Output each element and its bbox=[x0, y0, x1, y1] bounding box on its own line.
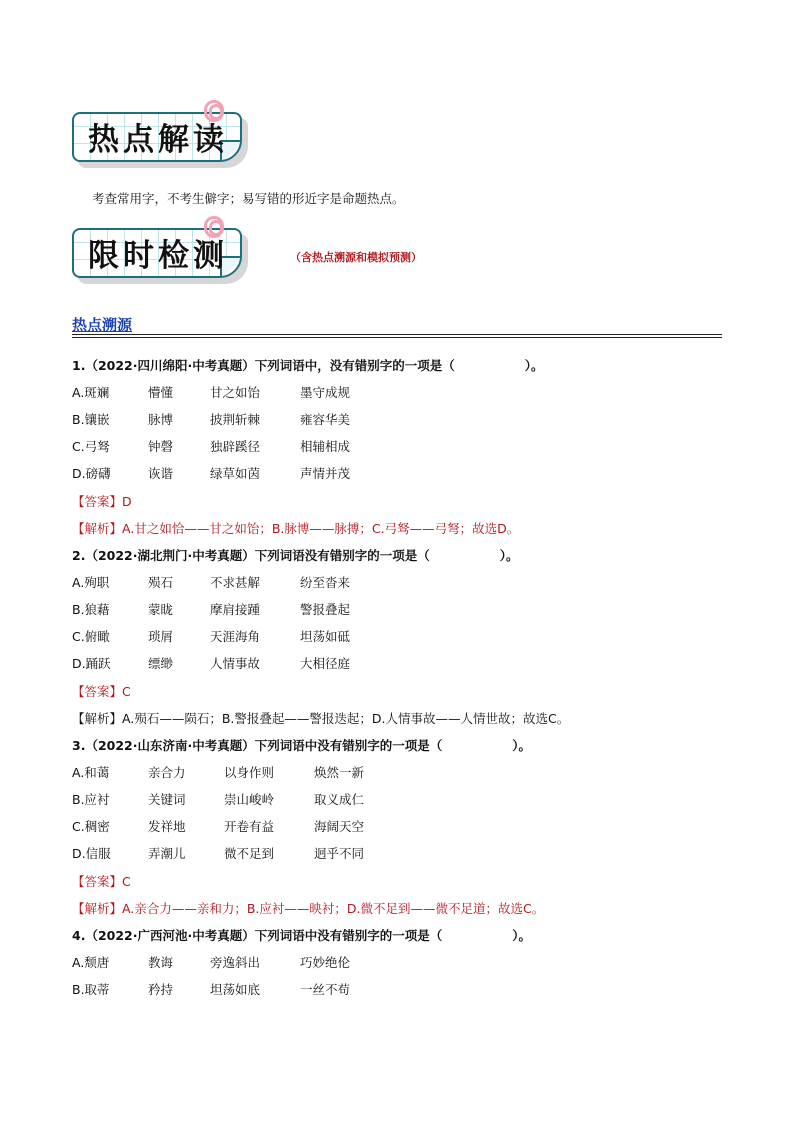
section-rule bbox=[72, 337, 722, 338]
question-stem: 2.（2022·湖北荆门·中考真题）下列词语没有错别字的一项是（ ）。 bbox=[72, 548, 519, 563]
option-row: A.颓唐 教诲 旁逸斜出 巧妙绝伦 bbox=[72, 955, 351, 970]
option-row: B.取蒂 矜持 坦荡如底 一丝不苟 bbox=[72, 982, 351, 997]
paperclip-icon bbox=[204, 100, 226, 120]
question-stem: 3.（2022·山东济南·中考真题）下列词语中没有错别字的一项是（ ）。 bbox=[72, 738, 531, 753]
answer-line: 【答案】C bbox=[72, 684, 131, 699]
section-title: 热点溯源 bbox=[72, 316, 133, 334]
explanation-line: 【解析】A.殒石——陨石；B.警报叠起——警报迭起；D.人情事故——人情世故；故选C。 bbox=[72, 711, 570, 726]
option-row: C.弓驽 钟磬 独辟蹊径 相辅相成 bbox=[72, 439, 351, 454]
test-note: （含热点溯源和模拟预测） bbox=[290, 251, 422, 264]
option-row: A.殉职 殒石 不求甚解 纷至沓来 bbox=[72, 575, 351, 590]
question-stem: 1.（2022·四川绵阳·中考真题）下列词语中，没有错别字的一项是（ ）。 bbox=[72, 358, 544, 373]
hot-read-banner bbox=[72, 112, 250, 168]
option-row: C.俯瞰 琐屑 天涯海角 坦荡如砥 bbox=[72, 629, 351, 644]
hot-read-title: 热点解读 bbox=[88, 122, 228, 158]
time-test-banner bbox=[72, 228, 250, 284]
answer-line: 【答案】C bbox=[72, 874, 131, 889]
option-row: A.和蔼 亲合力 以身作则 焕然一新 bbox=[72, 765, 365, 780]
option-row: B.应衬 关键词 崇山峻岭 取义成仁 bbox=[72, 792, 365, 807]
option-row: D.信服 弄潮儿 微不足到 迥乎不同 bbox=[72, 846, 365, 861]
option-row: B.镶嵌 脉博 披荆斩棘 雍容华美 bbox=[72, 412, 351, 427]
option-row: C.稠密 发祥地 开卷有益 海阔天空 bbox=[72, 819, 365, 834]
paperclip-icon bbox=[204, 216, 226, 236]
option-row: D.踊跃 缥缈 人情事故 大相径庭 bbox=[72, 656, 351, 671]
explanation-line: 【解析】A.亲合力——亲和力；B.应衬——映衬；D.微不足到——微不足道；故选C。 bbox=[72, 901, 545, 916]
question-stem: 4.（2022·广西河池·中考真题）下列词语中没有错别字的一项是（ ）。 bbox=[72, 928, 531, 943]
option-row: A.斑斓 懵懂 甘之如饴 墨守成规 bbox=[72, 385, 351, 400]
intro-text: 考查常用字，不考生僻字；易写错的形近字是命题热点。 bbox=[92, 191, 405, 206]
explanation-line: 【解析】A.甘之如恰——甘之如饴；B.脉博——脉搏；C.弓驽——弓弩；故选D。 bbox=[72, 521, 520, 536]
answer-line: 【答案】D bbox=[72, 494, 132, 509]
section-rule bbox=[72, 334, 722, 335]
option-row: D.磅礴 诙谐 绿草如茵 声情并茂 bbox=[72, 466, 351, 481]
option-row: B.狼藉 蒙眬 摩肩接踵 警报叠起 bbox=[72, 602, 351, 617]
time-test-title: 限时检测 bbox=[88, 238, 228, 274]
